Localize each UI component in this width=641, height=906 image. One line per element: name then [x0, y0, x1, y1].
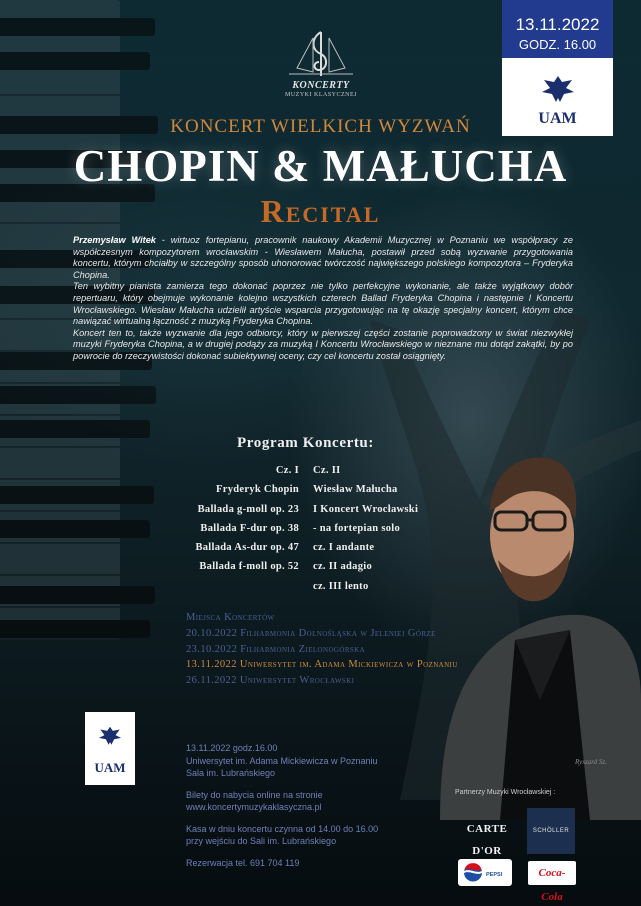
- partner-logo-pepsi: [458, 859, 512, 886]
- info-hall: Sala im. Lubrańskiego: [186, 768, 276, 778]
- program-item: Wiesław Małucha: [313, 484, 398, 496]
- date-header: [502, 0, 613, 58]
- program-item: I Koncert Wrocławski: [313, 503, 419, 515]
- program-item: - na fortepian solo: [313, 522, 401, 534]
- partner-logo-scholler: SCHÖLLER: [527, 808, 575, 854]
- event-date: 13.11.2022: [515, 15, 600, 34]
- info-tickets: Bilety do nabycia online na stronie: [186, 789, 323, 800]
- venue-item: 26.11.2022 Uniwersytet Wrocławski: [186, 675, 355, 687]
- program-title: Program Koncertu:: [237, 435, 374, 451]
- uam-logo-bottom: [85, 712, 135, 785]
- info-reservation-phone: Rezerwacja tel. 691 704 119: [186, 857, 300, 868]
- uam-eagle-icon: [94, 724, 126, 760]
- koncerty-logo: [277, 28, 365, 100]
- pepsi-icon: [458, 859, 512, 886]
- event-time: GODZ. 16.00: [518, 37, 597, 52]
- koncerty-logo-name: KONCERTY: [292, 80, 350, 91]
- venue-item: 23.10.2022 Filharmonia Zielonogórska: [186, 643, 366, 655]
- venue-item: 20.10.2022 Filharmonia Dolnośląska w Jeleniej Górze: [186, 627, 436, 639]
- program-item: cz. III lento: [313, 580, 369, 592]
- info-venue: Uniwersytet im. Adama Mickiewicza w Poznaniu: [186, 755, 378, 766]
- pepsi-label: PEPSI: [486, 872, 503, 878]
- venue-item-highlighted: 13.11.2022 Uniwersytet im. Adama Mickiewicza w Poznaniu: [186, 659, 458, 671]
- bio-paragraph-1: - wirtuoz fortepianu, pracownik naukowy Akademii Muzycznej w Poznaniu we współpracy ze współczesnym kompozytorem wrocławskim - Wiesławem Małucha, postawił przed sobą wyzwanie przygotowania koncertu, którym chciałby w szczególny sposób uhonorować twórczość największego polskiego kompozytora – Fryderyka Chopina.: [73, 235, 573, 280]
- program-part-1: [150, 461, 299, 577]
- program-item: Cz. I: [275, 465, 299, 476]
- partner-logo-cartedor: CARTE D'OR: [466, 823, 508, 857]
- treble-clef-icon: [277, 28, 365, 80]
- program-item: cz. I andante: [313, 542, 375, 554]
- bio-text: [73, 235, 573, 363]
- subtitle: KONCERT WIELKICH WYZWAŃ: [170, 116, 471, 137]
- uam-logo-text: UAM: [94, 760, 126, 775]
- signature: Ryszard Sz.: [575, 758, 607, 766]
- venues-heading: Miejsca Koncertów: [186, 612, 275, 623]
- koncerty-logo-sub: MUZYKI KLASYCZNEJ: [285, 92, 357, 98]
- program-item: Ballada As-dur op. 47: [195, 542, 299, 554]
- bio-lead-name: Przemysław Witek: [73, 235, 156, 245]
- recital-heading: Recital: [260, 193, 381, 229]
- program-part-2: [313, 461, 463, 596]
- bio-paragraph-3: Koncert ten to, także wyzwanie dla jego odbiorcy, który w pierwszej części zostanie poprowadzony w świat niezwykłej muzyki Fryderyka Chopina, a w drugiej podąży za muzyką I Koncertu Wrocławskiego w nieznane mu dotąd zakątki, by po powrocie do rzeczywistości dokonać subiektywnej oceny, czy cel koncertu został osiągnięty.: [73, 327, 573, 361]
- uam-logo-text: UAM: [538, 110, 577, 127]
- venues-list: [186, 610, 546, 689]
- info-box-office-location: przy wejściu do Sali im. Lubrańskiego: [186, 836, 337, 846]
- event-info: [186, 742, 378, 878]
- program-item: Fryderyk Chopin: [216, 484, 299, 496]
- program-item: Cz. II: [313, 465, 341, 476]
- info-website-link[interactable]: www.koncertymuzykaklasyczna.pl: [186, 802, 322, 812]
- program-item: Ballada g-moll op. 23: [197, 503, 299, 515]
- program-item: Ballada f-moll op. 52: [199, 561, 299, 573]
- partners-label: Partnerzy Muzyki Wrocławskiej :: [455, 789, 556, 796]
- program-item: cz. II adagio: [313, 561, 373, 573]
- info-date: 13.11.2022 godz.16.00: [186, 743, 278, 753]
- bio-paragraph-2: Ten wybitny pianista zamierza tego dokonać poprzez nie tylko perfekcyjne wykonanie, ale także wyjątkowy dobór repertuaru, który obejmuje wykonanie kolejno wszystkich czterech Ballad Fryderyka Chopina i następnie I Koncertu Wrocławskiego. Wiesław Małucha udzielił artyście wsparcia przygotowując na tę okazję specjalny koncert, którym chce nawiązać wirtualną łączność z muzyką Fryderyka Chopina.: [73, 281, 573, 327]
- info-box-office: Kasa w dniu koncertu czynna od 14.00 do 16.00: [186, 823, 379, 834]
- program-item: Ballada F-dur op. 38: [200, 522, 299, 534]
- main-title: CHOPIN & MAŁUCHA: [73, 141, 568, 191]
- partner-logo-cocacola: Coca-Cola: [528, 861, 576, 885]
